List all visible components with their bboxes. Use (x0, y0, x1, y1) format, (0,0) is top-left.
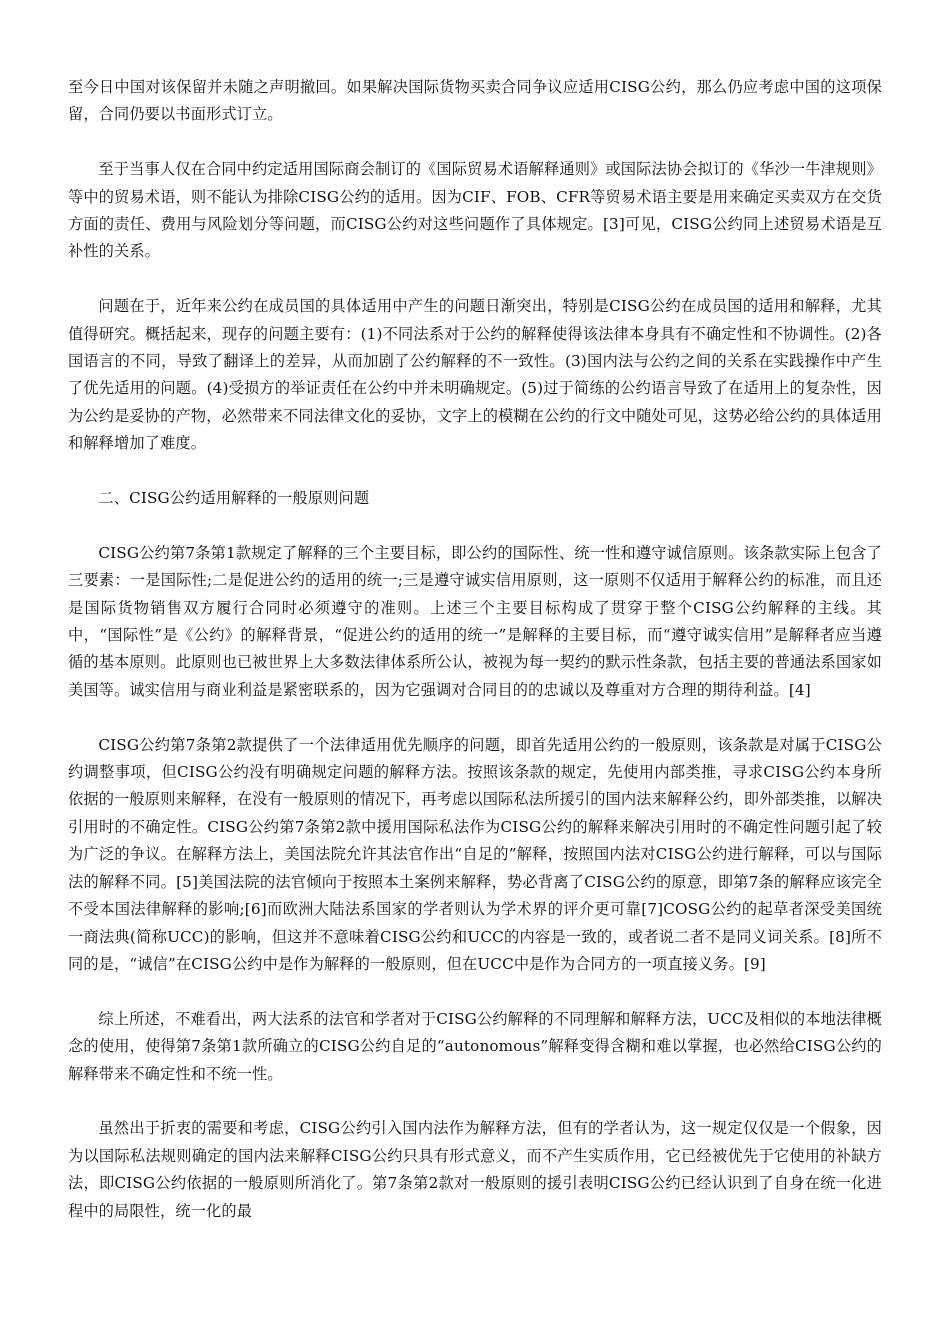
paragraph-article-7-2: CISG公约第7条第2款提供了一个法律适用优先顺序的问题，即首先适用公约的一般原则，该条款是对属于CISG公约调整事项，但CISG公约没有明确规定问题的解释方法。按照该条款的规定，先使用内部类推，寻求CISG公约本身所依据的一般原则来解释，在没有一般原则的情况下，再考虑以国际私法所援引的国内法来解释公约，即外部类推，以解决引用时的不确定性。CISG公约第7条第2款中援用国际私法作为CISG公约的解释来解决引用时的不确定性问题引起了较为广泛的争议。在解释方法上，美国法院允许其法官作出“自足的”解释，按照国内法对CISG公约进行解释，可以与国际法的解释不同。[5]美国法院的法官倾向于按照本土案例来解释，势必背离了CISG公约的原意，即第7条的解释应该完全不受本国法律解释的影响;[6]而欧洲大陆法系国家的学者则认为学术界的评介更可靠[7]COSG公约的起草者深受美国统一商法典(简称UCC)的影响，但这并不意味着CISG公约和UCC的内容是一致的，或者说二者不是同义词关系。[8]所不同的是，“诚信”在CISG公约中是作为解释的一般原则，但在UCC中是作为合同方的一项直接义务。[9] (68, 735, 882, 973)
document-page (68, 74, 882, 1252)
paragraph-article-7-1: CISG公约第7条第1款规定了解释的三个主要目标，即公约的国际性、统一性和遵守诚信原则。该条款实际上包含了三要素：一是国际性;二是促进公约的适用的统一;三是遵守诚实信用原则，这一原则不仅适用于解释公约的标准，而且还是国际货物销售双方履行合同时必须遵守的准则。上述三个主要目标构成了贯穿于整个CISG公约解释的主线。其中，“国际性”是《公约》的解释背景，“促进公约的适用的统一”是解释的主要目标，而“遵守诚实信用”是解释者应当遵循的基本原则。此原则也已被世界上大多数法律体系所公认，被视为每一契约的默示性条款，包括主要的普通法系国家如美国等。诚实信用与商业利益是紧密联系的，因为它强调对合同目的的忠诚以及尊重对方合理的期待利益。[4] (68, 543, 882, 699)
section-heading: 二、CISG公约适用解释的一般原则问题 (98, 489, 370, 508)
paragraph-domestic-law: 虽然出于折衷的需要和考虑，CISG公约引入国内法作为解释方法，但有的学者认为，这一规定仅仅是一个假象，因为以国际私法规则确定的国内法来解释CISG公约只具有形式意义，而不产生实质作用，它已经被优先于它使用的补缺方法，即CISG公约依据的一般原则所消化了。第7条第2款对一般原则的援引表明CISG公约已经认识到了自身在统一化进程中的局限性，统一化的最 (68, 1119, 882, 1220)
paragraph-problems: 问题在于，近年来公约在成员国的具体适用中产生的问题日渐突出，特别是CISG公约在成员国的适用和解释，尤其值得研究。概括起来，现存的问题主要有：(1)不同法系对于公约的解释使得该法律本身具有不确定性和不协调性。(2)各国语言的不同，导致了翻译上的差异，从而加剧了公约解释的不一致性。(3)国内法与公约之间的关系在实践操作中产生了优先适用的问题。(4)受损方的举证责任在公约中并未明确规定。(5)过于简练的公约语言导致了在适用上的复杂性，因为公约是妥协的产物，必然带来不同法律文化的妥协，文字上的模糊在公约的行文中随处可见，这势必给公约的具体适用和解释增加了难度。 (68, 297, 882, 453)
paragraph-trade-terms: 至于当事人仅在合同中约定适用国际商会制订的《国际贸易术语解释通则》或国际法协会拟订的《华沙一牛津规则》等中的贸易术语，则不能认为排除CISG公约的适用。因为CIF、FOB、CFR等贸易术语主要是用来确定买卖双方在交货方面的责任、费用与风险划分等问题，而CISG公约对这些问题作了具体规定。[3]可见，CISG公约同上述贸易术语是互补性的关系。 (68, 160, 882, 261)
paragraph-summary: 综上所述，不难看出，两大法系的法官和学者对于CISG公约解释的不同理解和解释方法，UCC及相似的本地法律概念的使用，使得第7条第1款所确立的CISG公约自足的“autonomous”解释变得含糊和难以掌握，也必然给CISG公约的解释带来不确定性和不统一性。 (68, 1009, 882, 1083)
paragraph-continuation: 至今日中国对该保留并未随之声明撤回。如果解决国际货物买卖合同争议应适用CISG公约，那么仍应考虑中国的这项保留，合同仍要以书面形式订立。 (68, 78, 882, 124)
